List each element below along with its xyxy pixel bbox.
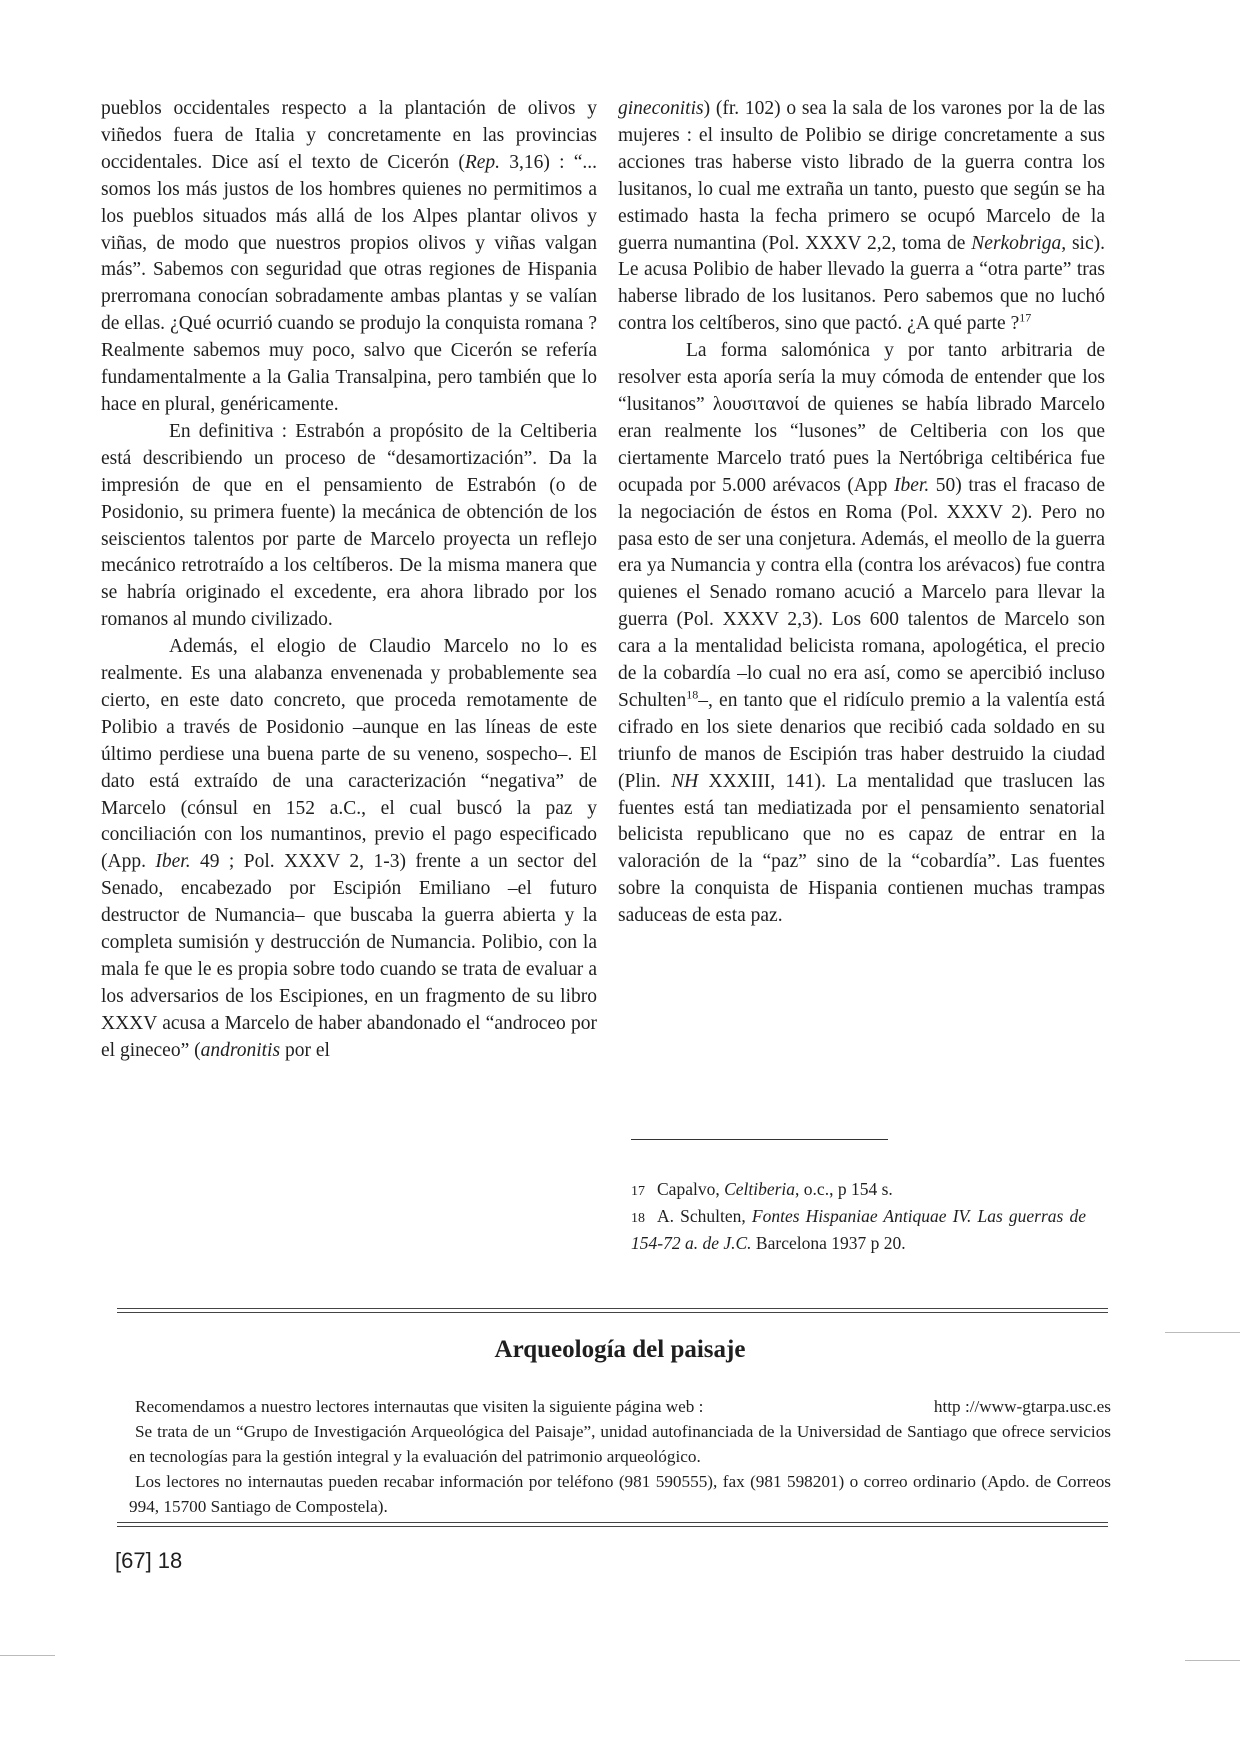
right-paragraph-1 — [618, 96, 1105, 338]
italic-run: Iber. — [155, 851, 191, 873]
italic-run: gineconitis — [618, 98, 704, 119]
italic-run: NH — [671, 770, 699, 792]
text-run: sic). Le acusa Polibio de haber llevado la guerra a “otra parte” tras haberse librado de los lusitanos. Pero sabemos que no luchó contra los celtíberos, sino que pactó. ¿A qué parte ? — [618, 232, 1105, 335]
text-run: 49 ; Pol. XXXV 2, 1-3) frente a un sector del Senado, encabezado por Escipión Emiliano –el futuro destructor de Numancia– que buscaba la guerra abierta y la completa sumisión y destrucción de Numancia. Polibio, con la mala fe que le es propia sobre todo cuando se trata de evaluar a los adversarios de los Escipiones, en un fragmento de su libro XXXV acusa a Marcelo de haber abandonado el “androceo por el gineceo” ( — [101, 851, 598, 1061]
footnote-18 — [631, 1204, 1086, 1256]
italic-run: Nerkobriga, — [971, 232, 1067, 254]
text-run: XXXIII, 141). La mentalidad que traslucen las fuentes está tan mediatizada por el pensamiento senatorial belicista republicano que no es capaz de entrar en la valoración de la “paz” sino de la “cobardía”. Las fuentes sobre la conquista de Hispania contienen muchas trampas saduceas de esta paz. — [618, 770, 1105, 927]
box-top-rule — [117, 1308, 1108, 1313]
footnote-separator — [631, 1139, 888, 1140]
text-run: –, en tanto que el ridículo premio a la valentía está cifrado en los siete denarios que recibió cada soldado en su triunfo de manos de Escipión tras haber destruido la ciudad (Plin. — [618, 689, 1105, 792]
text-run: Recomendamos a nuestro lectores internautas que visiten la siguiente página web : — [135, 1397, 704, 1416]
box-body — [129, 1394, 1111, 1519]
text-run: ) (fr. 102) o sea la sala de los varones por la de las mujeres : el insulto de Polibio se dirige concretamente a sus acciones tras haberse visto librado de la guerra contra los lusitanos, lo cual me extraña un tanto, puesto que según se ha estimado hasta la fecha primero se ocupó Marcelo de la guerra numantina (Pol. XXXV 2,2, toma de — [618, 98, 1105, 254]
text-run: por el — [280, 1039, 330, 1061]
box-title: Arqueología del paisaje — [494, 1336, 746, 1363]
footnote-17 — [631, 1177, 1086, 1204]
scan-mark — [0, 1655, 55, 1656]
italic-run: andronitis — [200, 1039, 281, 1061]
footnotes — [631, 1177, 1086, 1256]
footnote-number: 18 — [631, 1211, 645, 1226]
italic-run: Fontes Hispaniae Antiquae IV. Las guerras de 154-72 a. de J.C. — [631, 1206, 1086, 1253]
text-run: pueblos occidentales respecto a la plantación de olivos y viñedos fuera de Italia y concretamente en las provincias occidentales. Dice así el texto de Cicerón ( — [101, 98, 597, 173]
page-number: [67] 18 — [115, 1548, 183, 1573]
box-bottom-rule — [117, 1522, 1108, 1527]
right-column — [618, 96, 1105, 930]
text-run: Además, el elogio de Claudio Marcelo no lo es realmente. Es una alabanza envenenada y probablemente sea cierto, en este dato concreto, que proceda remotamente de Polibio a través de Posidonio –aunque en las líneas de este último perdiese una buena parte de su veneno, sospecho–. El dato está extraído de una caracterización “negativa” de Marcelo (cónsul en 152 a.C., el cual buscó la paz y conciliación con los numantinos, previo el pago especificado (App. — [101, 636, 597, 873]
footnote-number: 17 — [631, 1184, 645, 1199]
text-run: 50) tras el fracaso de la negociación de éstos en Roma (Pol. XXXV 2). Pero no pasa esto de ser una conjetura. Además, el meollo de la guerra era ya Numancia y contra ella (contra los arévacos) fue contra quienes el Senado romano acució a Marcelo para llevar la guerra (Pol. XXXV 2,3). Los 600 talentos de Marcelo son cara a la mentalidad belicista romana, apologética, el precio de la cobardía –lo cual no era así, como se apercibió incluso Schulten — [618, 474, 1105, 711]
scan-mark — [1185, 1660, 1240, 1661]
text-run: A. Schulten, — [657, 1206, 752, 1226]
right-paragraph-2 — [618, 338, 1105, 930]
text-run: Barcelona 1937 p 20. — [751, 1233, 906, 1253]
text-run: , o.c., p 154 s. — [795, 1179, 893, 1199]
footnote-ref-17[interactable]: 17 — [1019, 310, 1032, 325]
italic-run: Celtiberia — [724, 1179, 796, 1199]
text-run: La forma salomónica y por tanto arbitraria de resolver esta aporía sería la muy cómoda de entender que los “lusitanos” λουσιτανοί de quienes se había librado Marcelo eran realmente los “lusones” de Celtiberia con los que ciertamente Marcelo trató pues la Nertóbriga celtibérica fue ocupada por 5.000 arévacos (App — [618, 340, 1105, 496]
left-paragraph-1 — [101, 96, 597, 419]
text-run: 3,16) : “... somos los más justos de los hombres quienes no permitimos a los pueblos situados más allá de los Alpes plantar olivos y viñas, de modo que nuestros propios olivos y viñas valgan más”. Sabemos con seguridad que otras regiones de Hispania prerromana conocían sobradamente ambas plantas y se valían de ellas. ¿Qué ocurrió cuando se produjo la conquista romana ? Realmente sabemos muy poco, salvo que Cicerón se refería fundamentalmente a la Galia Transalpina, pero también que lo hace en plural, genéricamente. — [101, 151, 597, 415]
left-paragraph-2: En definitiva : Estrabón a propósito de la Celtiberia está describiendo un proceso de “desamortización”. Da la impresión de que en el pensamiento de Estrabón (o de Posidonio, su primera fuente) la mecánica de obtención de los seiscientos talentos por parte de Marcelo proyecta un reflejo mecánico retrotraído a los celtíberos. De la misma manera que se habría originado el excedente, era ahora librado por los romanos al mundo civilizado. — [101, 420, 597, 631]
italic-run: Rep. — [464, 151, 501, 173]
italic-run: Iber. — [894, 474, 930, 496]
box-line-1 — [129, 1394, 1111, 1419]
text-run: Capalvo, — [657, 1179, 725, 1199]
website-link[interactable]: http ://www-gtarpa.usc.es — [933, 1397, 1111, 1416]
scan-mark — [1165, 1332, 1240, 1333]
box-paragraph-3: Los lectores no internautas pueden recabar información por teléfono (981 590555), fax (981 598201) o correo ordinario (Apdo. de Correos 994, 15700 Santiago de Compostela). — [129, 1472, 1111, 1516]
left-column — [101, 96, 597, 1065]
box-paragraph-2: Se trata de un “Grupo de Investigación Arqueológica del Paisaje”, unidad autofinanciada de la Universidad de Santiago que ofrece servicios en tecnologías para la gestión integral y la evaluación del patrimonio arqueológico. — [129, 1422, 1111, 1466]
footnote-ref-18[interactable]: 18 — [686, 687, 699, 702]
left-paragraph-3 — [101, 634, 597, 1065]
